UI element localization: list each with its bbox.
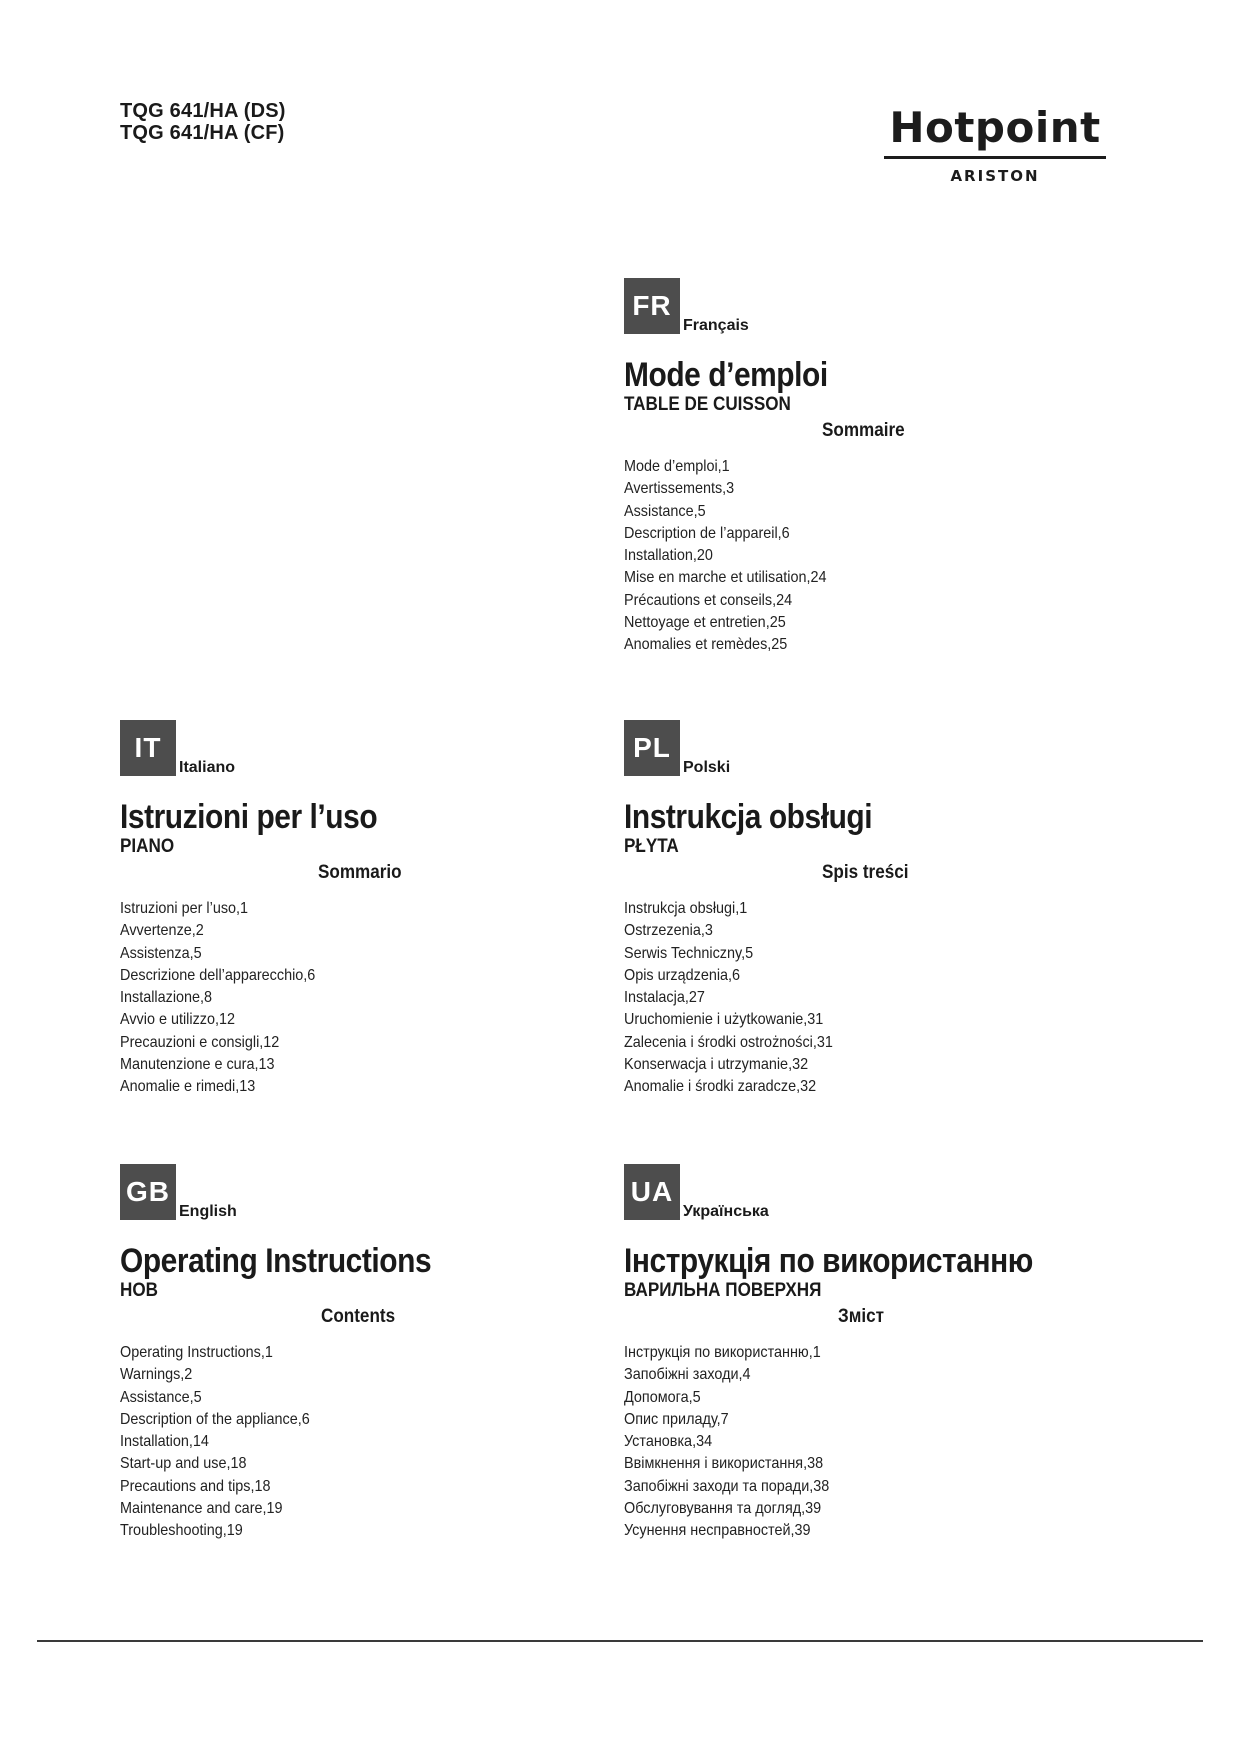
toc-item: Istruzioni per l’uso,1 <box>120 900 249 917</box>
table-of-contents <box>624 898 1064 1099</box>
contents-heading: Sommario <box>318 862 402 883</box>
model-numbers <box>120 100 286 144</box>
contents-heading: Зміст <box>838 1306 884 1327</box>
toc-item: Запобіжні заходи та поради,38 <box>624 1477 830 1495</box>
toc-item: Installation,20 <box>624 547 713 565</box>
toc-item: Avvertenze,2 <box>120 922 204 940</box>
section-ua <box>624 1162 1064 1543</box>
language-name: Français <box>683 317 749 334</box>
table-of-contents <box>624 456 1064 657</box>
toc-item: Ostrzezenia,3 <box>624 922 713 940</box>
section-it <box>120 718 560 1099</box>
manual-subtitle: HOB <box>120 1280 159 1301</box>
language-name: Українська <box>683 1203 769 1220</box>
contents-heading: Contents <box>321 1306 396 1327</box>
brand-sub: ARISTON <box>950 167 1040 185</box>
model-number-ds: TQG 641/HA (DS) <box>120 100 286 122</box>
language-name: Polski <box>683 759 731 776</box>
toc-item: Anomalies et remèdes,25 <box>624 636 788 654</box>
toc-item: Zalecenia i środki ostrożności,31 <box>624 1033 833 1051</box>
toc-item: Opis urządzenia,6 <box>624 966 741 984</box>
toc-item: Installazione,8 <box>120 989 213 1007</box>
toc-item: Обслуговування та догляд,39 <box>624 1500 822 1518</box>
toc-item: Précautions et conseils,24 <box>624 591 793 609</box>
section-fr <box>624 276 1064 657</box>
section-gb <box>120 1162 560 1543</box>
manual-title: Operating Instructions <box>120 1242 432 1280</box>
toc-item: Manutenzione e cura,13 <box>120 1056 275 1074</box>
manual-subtitle: PŁYTA <box>624 836 679 857</box>
language-header <box>624 718 1064 776</box>
table-of-contents <box>624 1342 1064 1543</box>
toc-item: Усунення несправностей,39 <box>624 1522 811 1540</box>
toc-item: Start-up and use,18 <box>120 1455 247 1473</box>
toc-item: Description of the appliance,6 <box>120 1410 310 1428</box>
toc-item: Запобіжні заходи,4 <box>624 1366 751 1384</box>
toc-item: Nettoyage et entretien,25 <box>624 614 786 632</box>
toc-item: Warnings,2 <box>120 1366 193 1384</box>
contents-heading: Sommaire <box>822 420 905 441</box>
model-number-cf: TQG 641/HA (CF) <box>120 122 285 144</box>
toc-item: Mise en marche et utilisation,24 <box>624 569 827 587</box>
manual-subtitle: TABLE DE CUISSON <box>624 394 791 415</box>
toc-item: Anomalie i środki zaradcze,32 <box>624 1078 817 1096</box>
toc-item: Avertissements,3 <box>624 480 735 498</box>
toc-item: Precautions and tips,18 <box>120 1477 271 1495</box>
toc-item: Instrukcja obsługi,1 <box>624 900 748 917</box>
language-badge: UA <box>624 1164 680 1220</box>
toc-item: Anomalie e rimedi,13 <box>120 1078 256 1096</box>
toc-item: Konserwacja i utrzymanie,32 <box>624 1056 809 1074</box>
section-pl <box>624 718 1064 1099</box>
toc-item: Installation,14 <box>120 1433 209 1451</box>
toc-item: Avvio e utilizzo,12 <box>120 1011 236 1029</box>
brand-logo <box>884 104 1106 185</box>
manual-title: Instrukcja obsługi <box>624 798 873 836</box>
toc-item: Serwis Techniczny,5 <box>624 944 754 962</box>
table-of-contents <box>120 898 560 1099</box>
table-of-contents <box>120 1342 560 1543</box>
language-badge: IT <box>120 720 176 776</box>
toc-item: Mode d’emploi,1 <box>624 458 730 475</box>
language-name: Italiano <box>179 759 236 776</box>
toc-item: Troubleshooting,19 <box>120 1522 243 1540</box>
manual-subtitle: PIANO <box>120 836 175 857</box>
language-badge: GB <box>120 1164 176 1220</box>
toc-item: Description de l’appareil,6 <box>624 524 790 542</box>
manual-subtitle: ВАРИЛЬНА ПОВЕРХНЯ <box>624 1280 822 1301</box>
language-badge: PL <box>624 720 680 776</box>
toc-item: Assistance,5 <box>120 1388 202 1406</box>
toc-item: Ввімкнення і використання,38 <box>624 1455 824 1473</box>
language-header <box>120 718 560 776</box>
toc-item: Допомога,5 <box>624 1388 701 1406</box>
toc-item: Assistance,5 <box>624 502 706 520</box>
language-header <box>624 1162 1064 1220</box>
toc-item: Assistenza,5 <box>120 944 202 962</box>
bottom-divider <box>37 1640 1203 1642</box>
contents-heading: Spis treści <box>822 862 909 883</box>
toc-item: Descrizione dell’apparecchio,6 <box>120 966 316 984</box>
toc-item: Precauzioni e consigli,12 <box>120 1033 280 1051</box>
language-badge: FR <box>624 278 680 334</box>
language-header <box>120 1162 560 1220</box>
manual-title: Mode d’emploi <box>624 356 828 394</box>
manual-title: Istruzioni per l’uso <box>120 798 378 836</box>
toc-item: Uruchomienie i użytkowanie,31 <box>624 1011 824 1029</box>
logo-divider <box>884 156 1106 159</box>
language-name: English <box>179 1203 237 1220</box>
toc-item: Інструкція по використанню,1 <box>624 1344 821 1361</box>
toc-item: Установка,34 <box>624 1433 713 1451</box>
toc-item: Operating Instructions,1 <box>120 1344 273 1361</box>
toc-item: Опис приладу,7 <box>624 1410 729 1428</box>
manual-title: Інструкція по використанню <box>624 1242 1033 1280</box>
toc-item: Maintenance and care,19 <box>120 1500 283 1518</box>
toc-item: Instalacja,27 <box>624 989 705 1007</box>
language-header <box>624 276 1064 334</box>
brand-name: Hotpoint <box>889 103 1101 152</box>
